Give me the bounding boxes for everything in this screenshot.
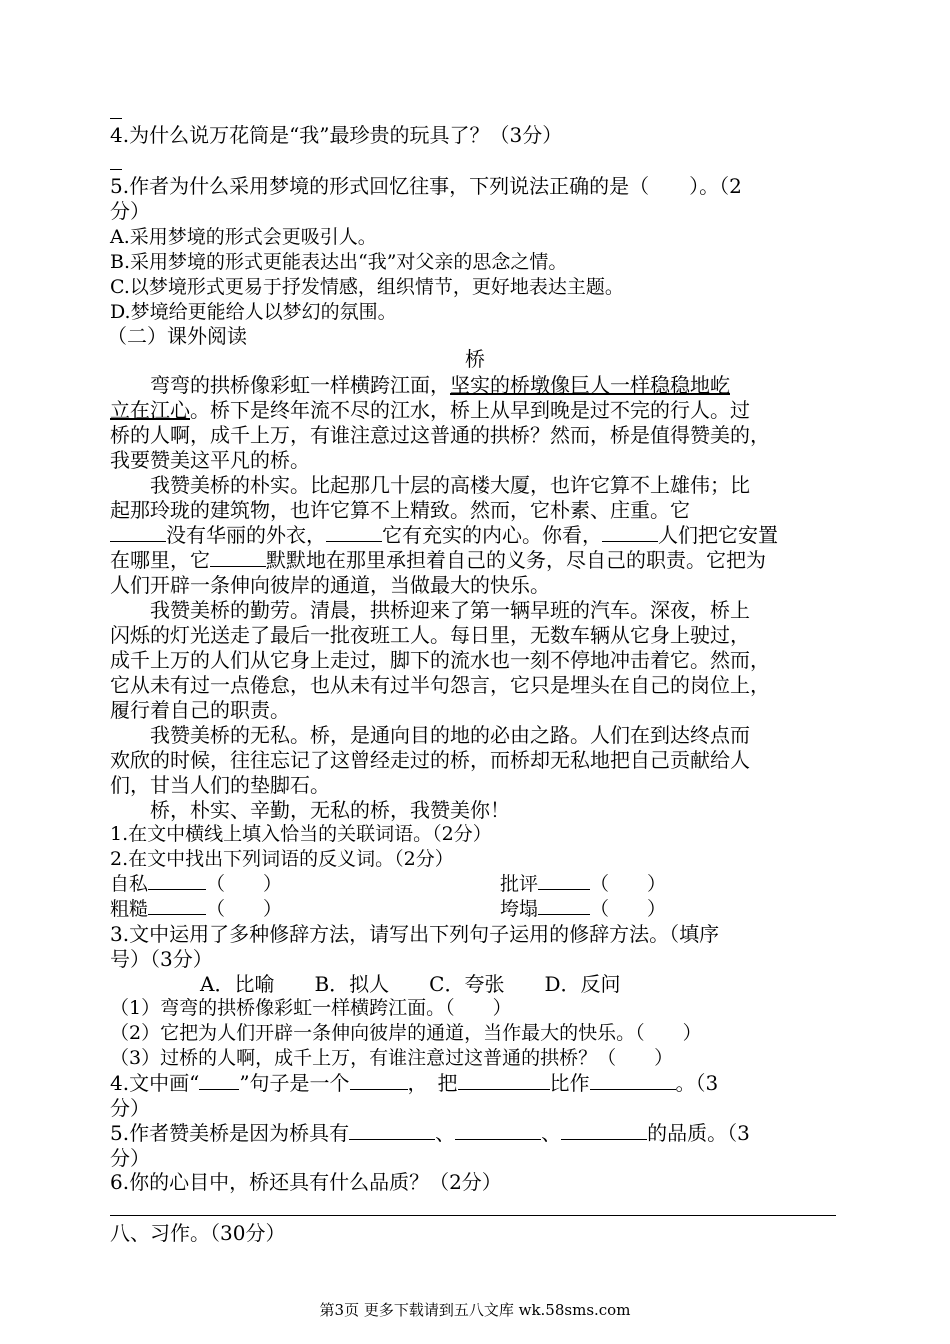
option-d: D.梦境给更能给人以梦幻的氛围。 (110, 301, 397, 323)
fill-blank[interactable] (210, 548, 266, 567)
word-label: 批评 (500, 873, 539, 895)
underlined-sentence: 立在江心 (110, 398, 190, 422)
answer-line-mark (110, 169, 122, 170)
essay-p3-line5: 履行着自己的职责。 (110, 698, 290, 722)
essay-p2-line4 (110, 548, 766, 572)
question-6: 6.你的心目中，桥还具有什么品质？（2分） (110, 1170, 502, 1194)
question-text: 比作 (549, 1071, 590, 1095)
essay-p3-line2: 闪烁的灯光送走了最后一批夜班工人。每日里，无数车辆从它身上驶过， (110, 623, 750, 647)
essay-p2-line1: 我赞美桥的朴实。比起那几十层的高楼大厦，也许它算不上雄伟；比 (110, 473, 750, 497)
word-label: 粗糙 (110, 898, 149, 920)
question-4 (110, 1071, 718, 1095)
answer-paren[interactable]: （ ） (590, 898, 667, 920)
question-3-item-2: （2）它把为人们开辟一条伸向彼岸的通道，当作最大的快乐。（ ） (110, 1022, 702, 1044)
question-text: 的品质。（3 (647, 1121, 750, 1145)
fill-blank[interactable] (455, 1121, 541, 1140)
essay-text: 默默地在那里承担着自己的义务，尽自己的职责。它把为 (266, 548, 766, 572)
fill-blank[interactable] (538, 897, 590, 915)
fill-blank[interactable] (602, 523, 658, 542)
word-label: 垮塌 (500, 898, 539, 920)
question-5 (110, 1121, 750, 1145)
question-2: 2.在文中找出下列词语的反义词。（2分） (110, 848, 454, 870)
question-3-item-3: （3）过桥的人啊，成千上万，有谁注意过这普通的拱桥？（ ） (110, 1047, 674, 1069)
essay-p1-line1 (110, 373, 730, 397)
question-3: 3.文中运用了多种修辞方法，请写出下列句子运用的修辞方法。（填序 (110, 922, 720, 946)
section-8-title: 八、习作。（30分） (110, 1221, 286, 1245)
essay-p4-line2: 欢欣的时候，往往忘记了这曾经走过的桥，而桥却无私地把自己贡献给人 (110, 748, 750, 772)
section-title-extracurricular: （二）课外阅读 (107, 324, 247, 348)
antonym-row-2-left (110, 897, 282, 921)
fill-blank[interactable] (538, 872, 590, 890)
essay-p4-line1: 我赞美桥的无私。桥，是通向目的地的必由之路。人们在到达终点而 (110, 723, 750, 747)
essay-text: 。桥下是终年流不尽的江水，桥上从早到晚是过不完的行人。过 (190, 398, 750, 422)
essay-text: 没有华丽的外衣， (166, 523, 326, 547)
essay-p2-line5: 人们开辟一条伸向彼岸的通道，当做最大的快乐。 (110, 573, 550, 597)
essay-p3-line4: 它从未有过一点倦怠，也从未有过半句怨言，它只是埋头在自己的岗位上， (110, 673, 770, 697)
fill-blank[interactable] (148, 872, 206, 890)
essay-text: 它有充实的内心。你看， (382, 523, 602, 547)
question-5-prev: 5.作者为什么采用梦境的形式回忆往事，下列说法正确的是（ ）。（2 (110, 174, 742, 198)
question-text: 、 (541, 1121, 562, 1145)
fill-blank[interactable] (148, 897, 206, 915)
question-5-prev-cont: 分） (110, 199, 150, 223)
fill-blank[interactable] (326, 523, 382, 542)
answer-line (110, 1215, 836, 1216)
fill-blank[interactable] (561, 1121, 647, 1140)
question-text: 4.文中画“ (110, 1071, 200, 1095)
essay-p3-line3: 成千上万的人们从它身上走过，脚下的流水也一刻不停地冲击着它。然而， (110, 648, 770, 672)
answer-paren[interactable]: （ ） (206, 873, 283, 895)
essay-text: 在哪里，它 (110, 548, 210, 572)
fill-blank[interactable] (350, 1071, 408, 1090)
option-a: A.采用梦境的形式会更吸引人。 (110, 226, 377, 248)
question-1: 1.在文中横线上填入恰当的关联词语。（2分） (110, 823, 492, 845)
fill-blank[interactable] (199, 1071, 239, 1090)
option-b: B.采用梦境的形式更能表达出“我”对父亲的思念之情。 (110, 251, 568, 273)
fill-blank[interactable] (349, 1121, 435, 1140)
word-label: 自私 (110, 873, 149, 895)
fill-blank[interactable] (458, 1071, 550, 1090)
question-3-cont: 号）（3分） (110, 947, 213, 971)
essay-text: 弯弯的拱桥像彩虹一样横跨江面， (110, 373, 450, 397)
essay-p1-line4: 我要赞美这平凡的桥。 (110, 448, 310, 472)
fill-blank[interactable] (590, 1071, 676, 1090)
essay-p2-line2: 起那玲珑的建筑物，也许它算不上精致。然而，它朴素、庄重。它 (110, 498, 690, 522)
essay-p1-line2 (110, 398, 750, 422)
option-c: C.以梦境形式更易于抒发情感，组织情节，更好地表达主题。 (110, 276, 624, 298)
answer-paren[interactable]: （ ） (590, 873, 667, 895)
antonym-row-1-left (110, 872, 282, 896)
essay-p3-line1: 我赞美桥的勤劳。清晨，拱桥迎来了第一辆早班的汽车。深夜，桥上 (110, 598, 750, 622)
essay-p2-line3 (110, 523, 778, 547)
essay-title: 桥 (465, 347, 485, 371)
question-3-item-1: （1）弯弯的拱桥像彩虹一样横跨江面。（ ） (110, 997, 512, 1019)
question-4-prev: 4.为什么说万花筒是“我”最珍贵的玩具了？（3分） (110, 123, 563, 147)
question-5-cont: 分） (110, 1146, 150, 1170)
question-text: ， 把 (407, 1071, 458, 1095)
essay-p1-line3: 桥的人啊，成千上万，有谁注意过这普通的拱桥？然而，桥是值得赞美的， (110, 423, 770, 447)
question-4-cont: 分） (110, 1096, 150, 1120)
antonym-row-1-right (500, 872, 666, 896)
question-text: 、 (435, 1121, 456, 1145)
antonym-row-2-right (500, 897, 666, 921)
answer-paren[interactable]: （ ） (206, 898, 283, 920)
question-3-options: A．比喻 B．拟人 C．夸张 D．反问 (200, 972, 621, 996)
essay-p5: 桥，朴实、辛勤，无私的桥，我赞美你！ (110, 798, 510, 822)
answer-line-mark (110, 118, 122, 119)
essay-text: 人们把它安置 (658, 523, 778, 547)
page-footer: 第3页 更多下载请到五八文库 wk.58sms.com (319, 1301, 631, 1319)
question-text: ”句子是一个 (239, 1071, 350, 1095)
fill-blank[interactable] (110, 523, 166, 542)
question-text: 5.作者赞美桥是因为桥具有 (110, 1121, 350, 1145)
question-text: 。（3 (675, 1071, 719, 1095)
underlined-sentence: 坚实的桥墩像巨人一样稳稳地屹 (450, 373, 730, 397)
essay-p4-line3: 们，甘当人们的垫脚石。 (110, 773, 330, 797)
